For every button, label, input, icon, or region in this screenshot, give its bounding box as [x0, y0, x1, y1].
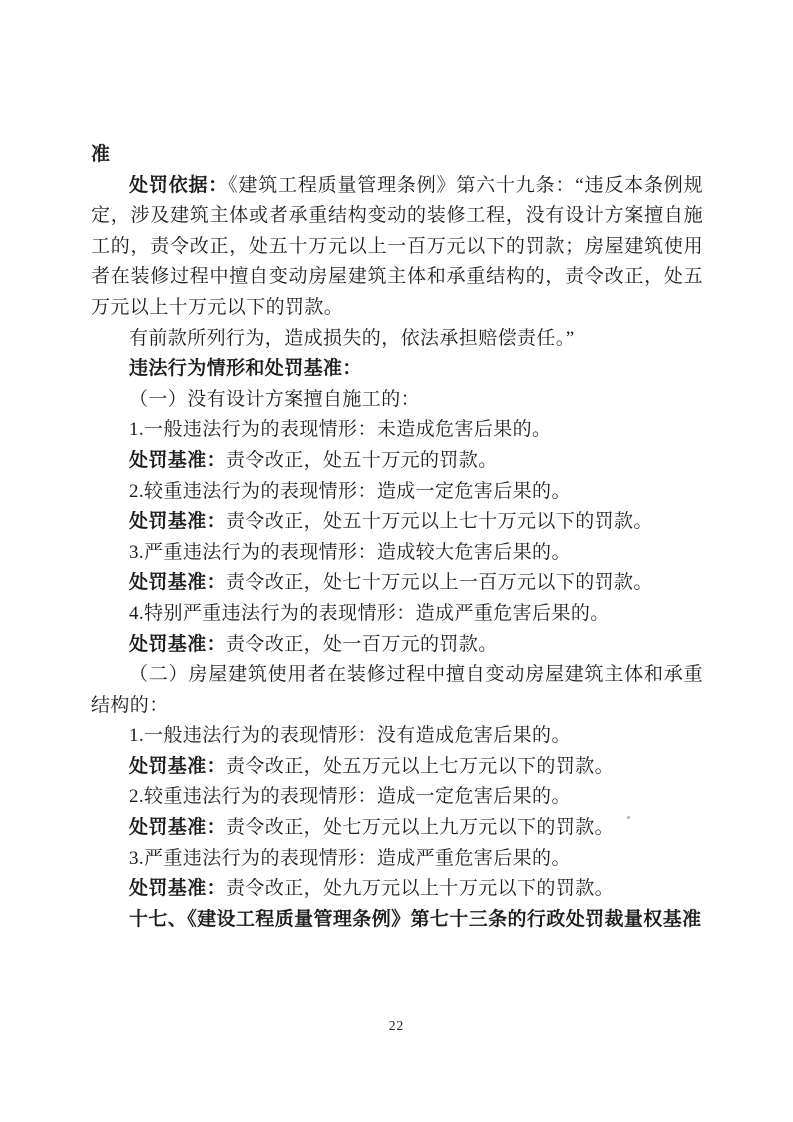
benchmark-label: 处罚基准：	[129, 449, 227, 471]
benchmark-label: 处罚基准：	[129, 572, 227, 594]
benchmark-text: 责令改正，处七十万元以上一百万元以下的罚款。	[226, 572, 653, 594]
case-1-item-4-benchmark	[91, 630, 703, 661]
benchmark-label: 处罚基准：	[129, 633, 227, 655]
case-1-item-2-benchmark	[91, 507, 703, 538]
benchmark-text: 责令改正，处五万元以上七万元以下的罚款。	[226, 755, 615, 777]
case-2-item-1-benchmark	[91, 752, 703, 783]
case-2-heading: （二）房屋建筑使用者在装修过程中擅自变动房屋建筑主体和承重结构的：	[91, 664, 703, 716]
benchmark-text: 责令改正，处一百万元的罚款。	[226, 633, 498, 655]
case-2-item-1: 1.一般违法行为的表现情形：没有造成危害后果的。	[129, 725, 571, 747]
benchmark-label: 处罚基准：	[129, 511, 227, 533]
case-1-item-3: 3.严重违法行为的表现情形：造成较大危害后果的。	[129, 541, 571, 563]
benchmark-text: 责令改正，处五十万元的罚款。	[226, 449, 498, 471]
case-2-item-2-benchmark	[91, 813, 703, 844]
benchmark-text: 责令改正，处九万元以上十万元以下的罚款。	[226, 878, 615, 900]
section-17-heading: 十七、《建设工程质量管理条例》第七十三条的行政处罚裁量权基准	[129, 908, 702, 930]
case-2-item-3-benchmark	[91, 874, 703, 905]
compensation-clause: 有前款所列行为，造成损失的，依法承担赔偿责任。”	[129, 327, 575, 349]
benchmark-text: 责令改正，处五十万元以上七十万元以下的罚款。	[226, 511, 653, 533]
penalty-basis-paragraph	[91, 171, 703, 324]
scan-artifact-dot	[627, 816, 630, 819]
benchmark-label: 处罚基准：	[129, 817, 227, 839]
case-1-item-3-benchmark	[91, 568, 703, 599]
benchmark-text: 责令改正，处七万元以上九万元以下的罚款。	[226, 817, 615, 839]
case-1-item-1: 1.一般违法行为的表现情形：未造成危害后果的。	[129, 419, 552, 441]
document-body	[91, 140, 703, 935]
penalty-basis-label: 处罚依据：	[129, 174, 229, 196]
penalty-basis-text: 《建筑工程质量管理条例》第六十九条：“违反本条例规定，涉及建筑主体或者承重结构变动的装修工程，没有设计方案擅自施工的，责令改正，处五十万元以上一百万元以下的罚款；房屋建筑使用者在装修过程中擅自变动房屋建筑主体和承重结构的，责令改正，处五万元以上十万元以下的罚款。	[91, 174, 703, 318]
benchmark-label: 处罚基准：	[129, 878, 227, 900]
page-number: 22	[388, 1018, 405, 1033]
case-1-heading: （一）没有设计方案擅自施工的：	[129, 388, 421, 410]
case-1-item-1-benchmark	[91, 446, 703, 477]
case-2-item-2: 2.较重违法行为的表现情形：造成一定危害后果的。	[129, 786, 571, 808]
violation-benchmark-heading: 违法行为情形和处罚基准：	[129, 358, 362, 380]
case-1-item-2: 2.较重违法行为的表现情形：造成一定危害后果的。	[129, 480, 571, 502]
section-16-heading-tail: 准	[91, 144, 111, 165]
benchmark-label: 处罚基准：	[129, 755, 227, 777]
case-1-item-4: 4.特别严重违法行为的表现情形：造成严重危害后果的。	[129, 602, 610, 624]
case-2-item-3: 3.严重违法行为的表现情形：造成严重危害后果的。	[129, 847, 571, 869]
